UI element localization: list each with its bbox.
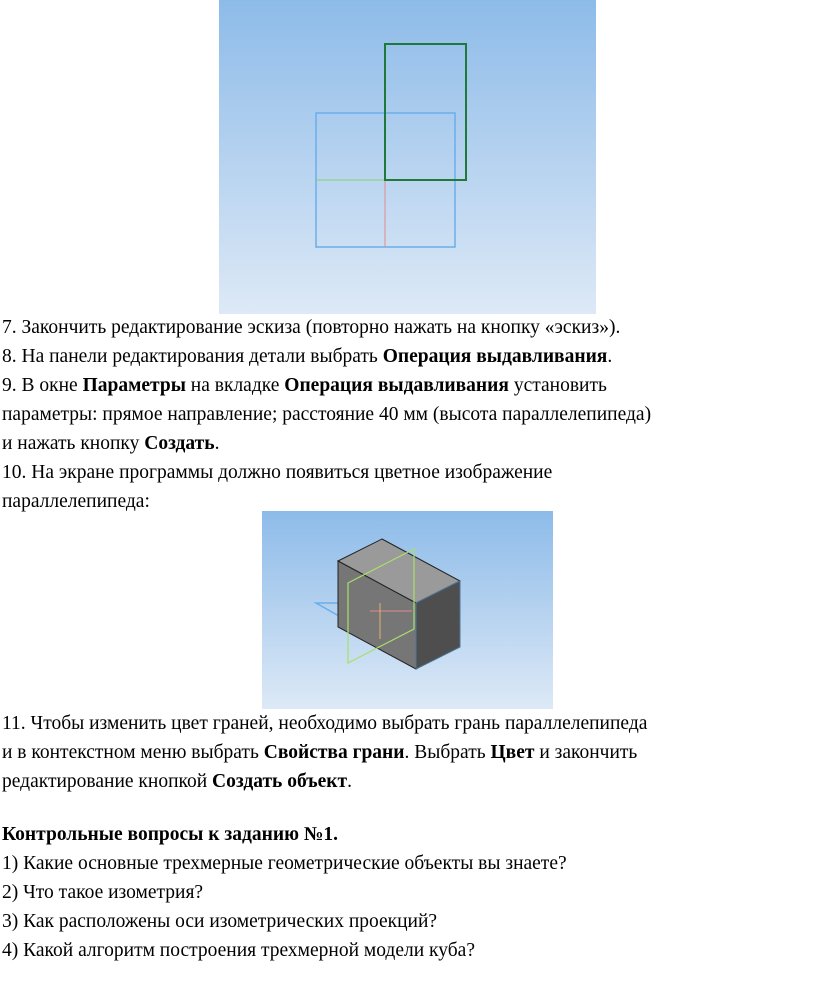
step-8-end: . — [607, 346, 613, 367]
step-9-text-a: 9. В окне — [2, 375, 83, 396]
sketch-viewport-svg — [219, 0, 596, 314]
instructions-block-2 — [2, 709, 814, 796]
step-9 — [2, 375, 607, 396]
sketch-viewport-image — [219, 0, 596, 314]
step-9-line-3 — [2, 433, 219, 454]
step-9-text-b: на вкладке — [185, 375, 285, 396]
step-9-bold-c: Создать — [144, 433, 215, 454]
question-3: 3) Как расположены оси изометрических проекций? — [2, 911, 438, 932]
step-9-text-d: и нажать кнопку — [2, 433, 145, 454]
step-11-text-a: и в контекстном меню выбрать — [2, 742, 264, 763]
step-11-end: . — [347, 771, 352, 792]
viewport-background — [219, 0, 596, 314]
question-4: 4) Какой алгоритм построения трехмерной модели куба? — [2, 940, 475, 961]
question-2: 2) Что такое изометрия? — [2, 882, 204, 903]
box-viewport-svg — [262, 511, 553, 709]
step-10-line-1: 10. На экране программы должно появиться цветное изображение — [2, 462, 553, 483]
step-9-line-2: параметры: прямое направление; расстояние 40 мм (высота параллелепипеда) — [2, 404, 652, 425]
step-11-line-1: 11. Чтобы изменить цвет граней, необходимо выбрать грань параллелепипеда — [2, 713, 648, 734]
step-9-bold-a: Параметры — [82, 375, 186, 396]
questions-title: Контрольные вопросы к заданию №1. — [2, 824, 339, 845]
step-9-bold-b: Операция выдавливания — [284, 375, 509, 396]
step-8 — [2, 346, 612, 367]
step-9-end: . — [214, 433, 220, 454]
instructions-block-1 — [2, 313, 814, 516]
step-7: 7. Закончить редактирование эскиза (повторно нажать на кнопку «эскиз»). — [2, 317, 621, 338]
step-11-bold-b: Цвет — [490, 742, 535, 763]
step-10-line-2: параллелепипеда: — [2, 491, 150, 512]
step-8-text: 8. На панели редактирования детали выбрать — [2, 346, 383, 367]
control-questions — [2, 820, 814, 965]
step-11-text-b: . Выбрать — [404, 742, 491, 763]
step-11-text-d: редактирование кнопкой — [2, 771, 213, 792]
step-11-line-2 — [2, 742, 637, 763]
step-11-line-3 — [2, 771, 352, 792]
step-11-bold-a: Свойства грани — [263, 742, 405, 763]
step-9-text-c: установить — [508, 375, 607, 396]
question-1: 1) Какие основные трехмерные геометрические объекты вы знаете? — [2, 853, 567, 874]
box-viewport-image — [262, 511, 553, 709]
step-11-bold-c: Создать объект — [212, 771, 348, 792]
step-11-text-c: и закончить — [534, 742, 638, 763]
step-8-bold: Операция выдавливания — [382, 346, 608, 367]
